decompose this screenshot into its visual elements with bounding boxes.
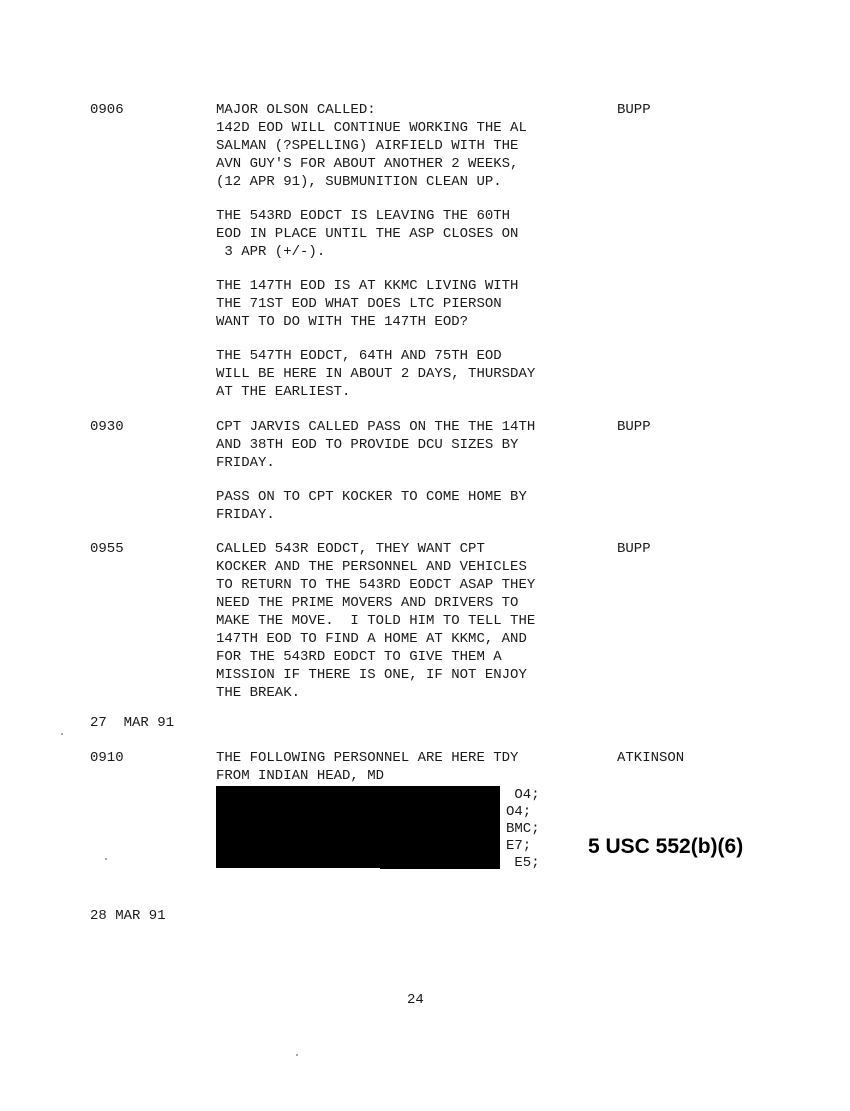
page-number: 24 [407, 992, 424, 1008]
entry-author: ATKINSON [617, 750, 685, 766]
redaction-block [216, 786, 500, 868]
entry-text-line: SALMAN (?SPELLING) AIRFIELD WITH THE [216, 138, 519, 154]
redaction-block [380, 866, 500, 869]
entry-author: BUPP [617, 541, 651, 557]
entry-text-line: FRIDAY. [216, 507, 275, 523]
entry-time: 0910 [90, 750, 124, 766]
entry-text-line: THE 547TH EODCT, 64TH AND 75TH EOD [216, 348, 502, 364]
entry-text-line: WILL BE HERE IN ABOUT 2 DAYS, THURSDAY [216, 366, 536, 382]
date-heading: 28 MAR 91 [90, 908, 166, 924]
date-heading: 27 MAR 91 [90, 715, 175, 731]
rank-entry: E7; [506, 838, 532, 854]
entry-text-line: 147TH EOD TO FIND A HOME AT KKMC, AND [216, 631, 527, 647]
entry-text-line: EOD IN PLACE UNTIL THE ASP CLOSES ON [216, 226, 519, 242]
entry-text-line: THE BREAK. [216, 685, 301, 701]
entry-text-line: AVN GUY'S FOR ABOUT ANOTHER 2 WEEKS, [216, 156, 519, 172]
scan-speck [296, 1054, 298, 1056]
rank-entry: E5; [506, 855, 540, 871]
rank-entry: O4; [506, 787, 540, 803]
entry-text-line: NEED THE PRIME MOVERS AND DRIVERS TO [216, 595, 519, 611]
entry-text-line: PASS ON TO CPT KOCKER TO COME HOME BY [216, 489, 527, 505]
entry-text-line: CPT JARVIS CALLED PASS ON THE THE 14TH [216, 419, 536, 435]
entry-text-line: FRIDAY. [216, 455, 275, 471]
entry-text-line: AT THE EARLIEST. [216, 384, 351, 400]
entry-text-line: (12 APR 91), SUBMUNITION CLEAN UP. [216, 174, 502, 190]
entry-time: 0906 [90, 102, 124, 118]
entry-text-line: FOR THE 543RD EODCT TO GIVE THEM A [216, 649, 502, 665]
entry-text-line: THE 71ST EOD WHAT DOES LTC PIERSON [216, 296, 502, 312]
entry-text-line: WANT TO DO WITH THE 147TH EOD? [216, 314, 469, 330]
entry-text-line: MAJOR OLSON CALLED: [216, 102, 376, 118]
entry-text-line: KOCKER AND THE PERSONNEL AND VEHICLES [216, 559, 527, 575]
scan-speck [105, 858, 107, 860]
scan-speck [61, 733, 63, 735]
entry-text-line: MISSION IF THERE IS ONE, IF NOT ENJOY [216, 667, 527, 683]
rank-entry: BMC; [506, 821, 540, 837]
rank-entry: O4; [506, 804, 532, 820]
entry-text-line: FROM INDIAN HEAD, MD [216, 768, 385, 784]
entry-text-line: 3 APR (+/-). [216, 244, 326, 260]
entry-text-line: THE FOLLOWING PERSONNEL ARE HERE TDY [216, 750, 519, 766]
entry-time: 0930 [90, 419, 124, 435]
entry-author: BUPP [617, 102, 651, 118]
foia-exemption-stamp: 5 USC 552(b)(6) [588, 835, 744, 858]
entry-time: 0955 [90, 541, 124, 557]
entry-text-line: AND 38TH EOD TO PROVIDE DCU SIZES BY [216, 437, 519, 453]
entry-text-line: CALLED 543R EODCT, THEY WANT CPT [216, 541, 485, 557]
entry-text-line: TO RETURN TO THE 543RD EODCT ASAP THEY [216, 577, 536, 593]
entry-text-line: THE 543RD EODCT IS LEAVING THE 60TH [216, 208, 511, 224]
entry-text-line: 142D EOD WILL CONTINUE WORKING THE AL [216, 120, 527, 136]
entry-text-line: THE 147TH EOD IS AT KKMC LIVING WITH [216, 278, 519, 294]
entry-text-line: MAKE THE MOVE. I TOLD HIM TO TELL THE [216, 613, 536, 629]
entry-author: BUPP [617, 419, 651, 435]
